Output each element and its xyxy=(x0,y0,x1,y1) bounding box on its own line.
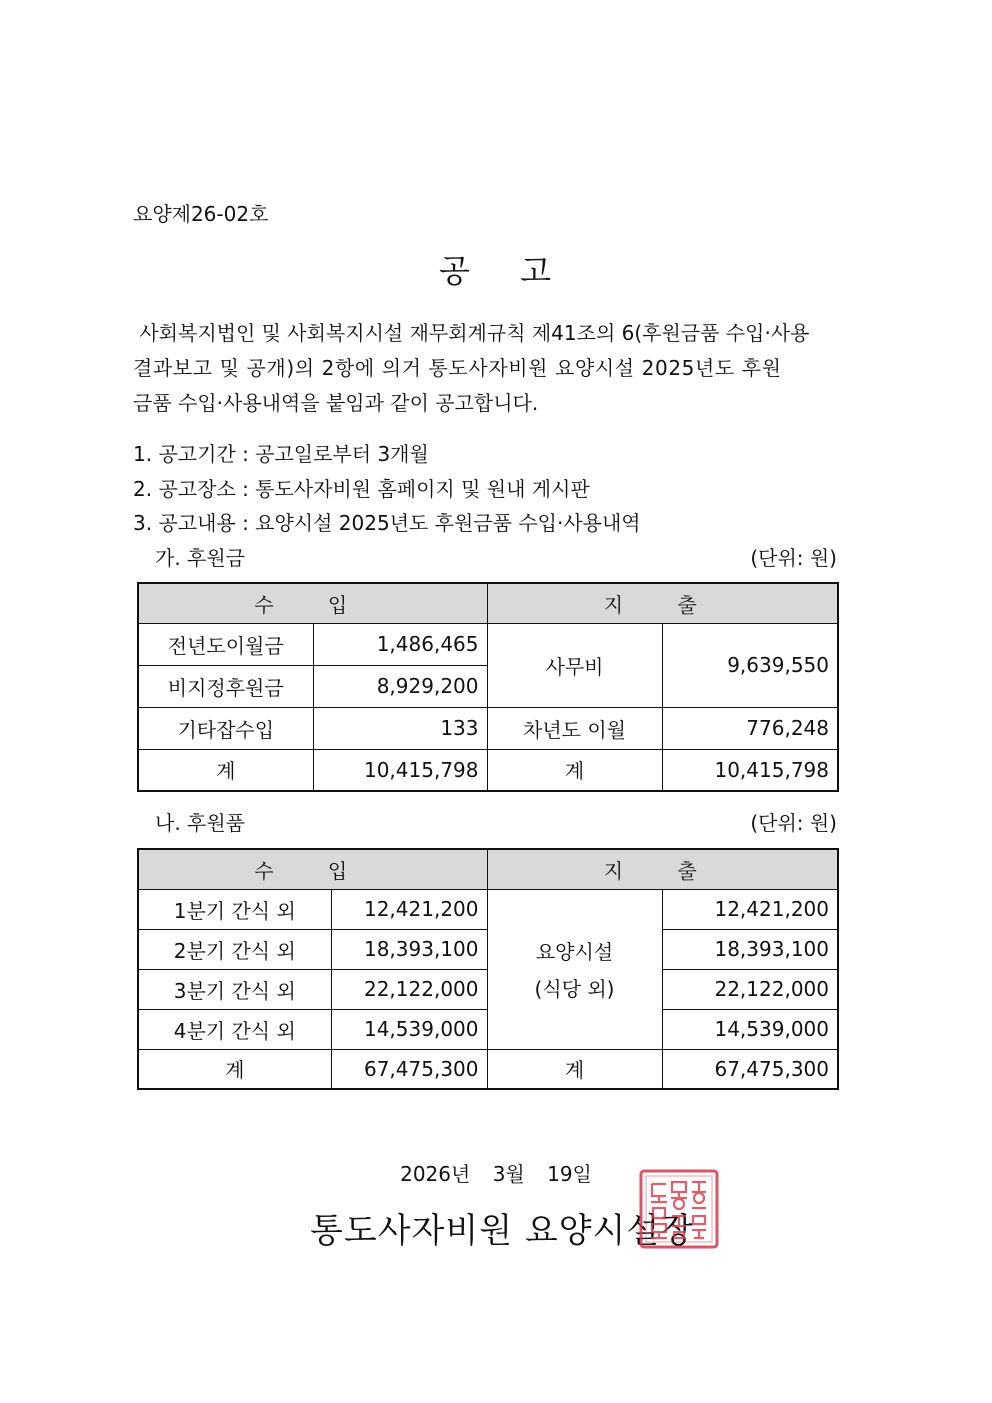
income-label: 3분기 간식 외 xyxy=(138,969,331,1009)
expense-label: 사무비 xyxy=(487,623,662,707)
intro-line: 결과보고 및 공개)의 2항에 의거 통도사자비원 요양시설 2025년도 후원 xyxy=(133,356,782,380)
expense-place xyxy=(487,889,662,1049)
income-value: 14,539,000 xyxy=(331,1009,487,1049)
notice-item-content: 3. 공고내용 : 요양시설 2025년도 후원금품 수입·사용내역 xyxy=(133,511,641,535)
signer-name: 통도사자비원 요양시설장 xyxy=(310,1211,695,1251)
expense-value: 776,248 xyxy=(662,707,838,749)
title-char-2: 고 xyxy=(520,252,553,290)
donated-goods-table xyxy=(137,848,839,1090)
income-label: 2분기 간식 외 xyxy=(138,929,331,969)
date-year: 2026년 xyxy=(400,1162,471,1186)
income-label: 기타잡수입 xyxy=(138,707,313,749)
income-total: 67,475,300 xyxy=(331,1049,487,1089)
expense-header: 지 출 xyxy=(487,849,838,889)
intro-line: 사회복지법인 및 사회복지시설 재무회계규칙 제41조의 6(후원금품 수입·사용 xyxy=(133,321,810,345)
income-value: 18,393,100 xyxy=(331,929,487,969)
expense-place-line: (식당 외) xyxy=(534,977,615,1001)
income-header: 수 입 xyxy=(138,583,487,623)
income-header: 수 입 xyxy=(138,849,487,889)
expense-place-line: 요양시설 xyxy=(535,940,614,964)
intro-paragraph xyxy=(133,316,863,421)
expense-total: 10,415,798 xyxy=(662,749,838,791)
expense-value: 9,639,550 xyxy=(662,623,838,707)
section-a-label: 가. 후원금 xyxy=(155,546,245,570)
expense-value: 14,539,000 xyxy=(662,1009,838,1049)
expense-value: 22,122,000 xyxy=(662,969,838,1009)
income-value: 12,421,200 xyxy=(331,889,487,929)
income-value: 1,486,465 xyxy=(313,623,487,665)
notice-item-place: 2. 공고장소 : 통도사자비원 홈페이지 및 원내 게시판 xyxy=(133,477,590,501)
donation-table xyxy=(137,582,839,792)
date-day: 19일 xyxy=(547,1162,592,1186)
income-label: 비지정후원금 xyxy=(138,665,313,707)
section-b-unit: (단위: 원) xyxy=(750,811,837,835)
title-char-1: 공 xyxy=(438,252,472,290)
date-month: 3월 xyxy=(492,1162,525,1186)
expense-value: 18,393,100 xyxy=(662,929,838,969)
page-title xyxy=(0,246,992,292)
document-number: 요양제26-02호 xyxy=(133,202,269,226)
total-label: 계 xyxy=(487,749,662,791)
expense-total: 67,475,300 xyxy=(662,1049,838,1089)
intro-line: 금품 수입·사용내역을 붙임과 같이 공고합니다. xyxy=(133,391,539,415)
income-value: 133 xyxy=(313,707,487,749)
expense-value: 12,421,200 xyxy=(662,889,838,929)
section-a-unit: (단위: 원) xyxy=(750,546,837,570)
income-total: 10,415,798 xyxy=(313,749,487,791)
income-label: 4분기 간식 외 xyxy=(138,1009,331,1049)
section-b-label: 나. 후원품 xyxy=(155,811,245,835)
issue-date xyxy=(0,1158,992,1187)
income-label: 전년도이월금 xyxy=(138,623,313,665)
notice-item-period: 1. 공고기간 : 공고일로부터 3개월 xyxy=(133,442,429,466)
expense-label: 차년도 이월 xyxy=(487,707,662,749)
income-value: 22,122,000 xyxy=(331,969,487,1009)
total-label: 계 xyxy=(487,1049,662,1089)
official-seal-stamp xyxy=(638,1168,720,1250)
income-value: 8,929,200 xyxy=(313,665,487,707)
total-label: 계 xyxy=(138,1049,331,1089)
income-label: 1분기 간식 외 xyxy=(138,889,331,929)
expense-header: 지 출 xyxy=(487,583,838,623)
total-label: 계 xyxy=(138,749,313,791)
